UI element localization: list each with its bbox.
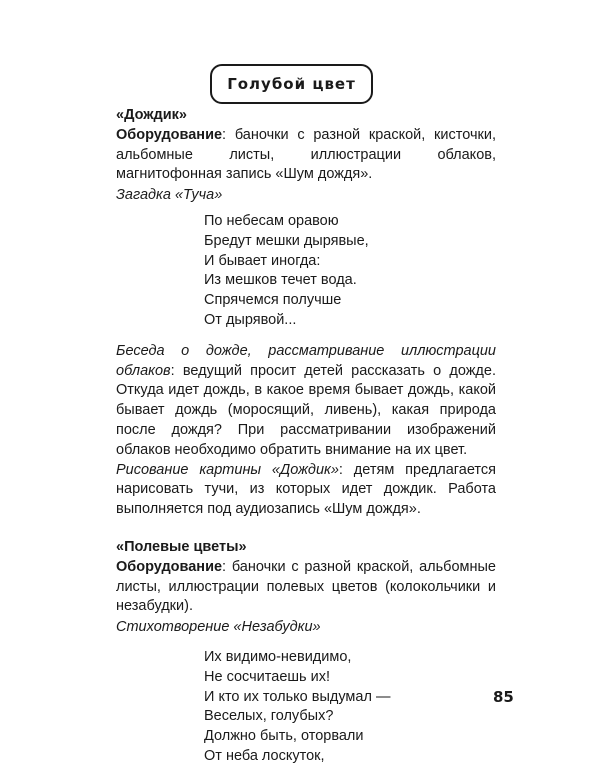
page-content [116,106,496,767]
riddle-poem [204,212,496,331]
section-title: Голубой цвет [227,75,356,93]
poem-line: Спрячемся получше [204,292,342,309]
poem-line: Не сосчитаешь их! [204,668,330,685]
activity-title-flowers: «Полевые цветы» [116,538,247,555]
poem-line: Из мешков течет вода. [204,272,357,289]
spacer [116,331,496,342]
equipment-text: : баночки с разной краской, кисточки, альбомные листы, иллюстрации облаков, магнитофонная запись «Шум дождя». [116,126,496,183]
poem-line: Их видимо-невидимо, [204,648,352,665]
poem-line: И бывает иногда: [204,252,321,269]
drawing-paragraph [116,461,496,520]
talk-label: Беседа о дожде, рассматривание иллюстрации облаков [116,342,496,379]
poem-line: От неба лоскуток, [204,747,325,764]
riddle-label: Загадка «Туча» [116,187,223,204]
equipment-label: Оборудование [116,558,223,575]
equipment-label: Оборудование [116,126,223,143]
poem-line: И кто их только выдумал — [204,688,391,705]
poem-line: По небесам оравою [204,212,339,229]
section-title-box [210,64,373,104]
equipment-text: : баночки с разной краской, альбомные листы, иллюстрации полевых цветов (колокольчики и незабудки). [116,558,496,615]
equipment-paragraph-rain [116,126,496,185]
poem-line: Должно быть, оторвали [204,728,364,745]
drawing-text: : детям предлагается нарисовать тучи, из которых идет дождик. Работа выполняется под аудиозапись «Шум дождя». [116,461,496,518]
page-number: 85 [493,688,514,706]
poem-label: Стихотворение «Незабудки» [116,619,321,636]
talk-text: : ведущий просит детей рассказать о дожде. Откуда идет дождь, в какое время бывает дождь, какой бывает дождь (моросящий, ливень), какая природа после дождя? При рассматривании изображений облаков необходимо обратить внимание на их цвет. [116,362,496,458]
activity-title-rain: «Дождик» [116,107,187,123]
talk-paragraph [116,342,496,461]
poem-line: От дырявой... [204,311,297,328]
drawing-label: Рисование картины «Дождик» [116,461,339,478]
poem-line: Бредут мешки дырявые, [204,232,369,249]
poem-line: Веселых, голубых? [204,708,334,725]
equipment-paragraph-flowers [116,558,496,617]
spacer [116,520,496,538]
forget-me-not-poem [204,648,496,767]
